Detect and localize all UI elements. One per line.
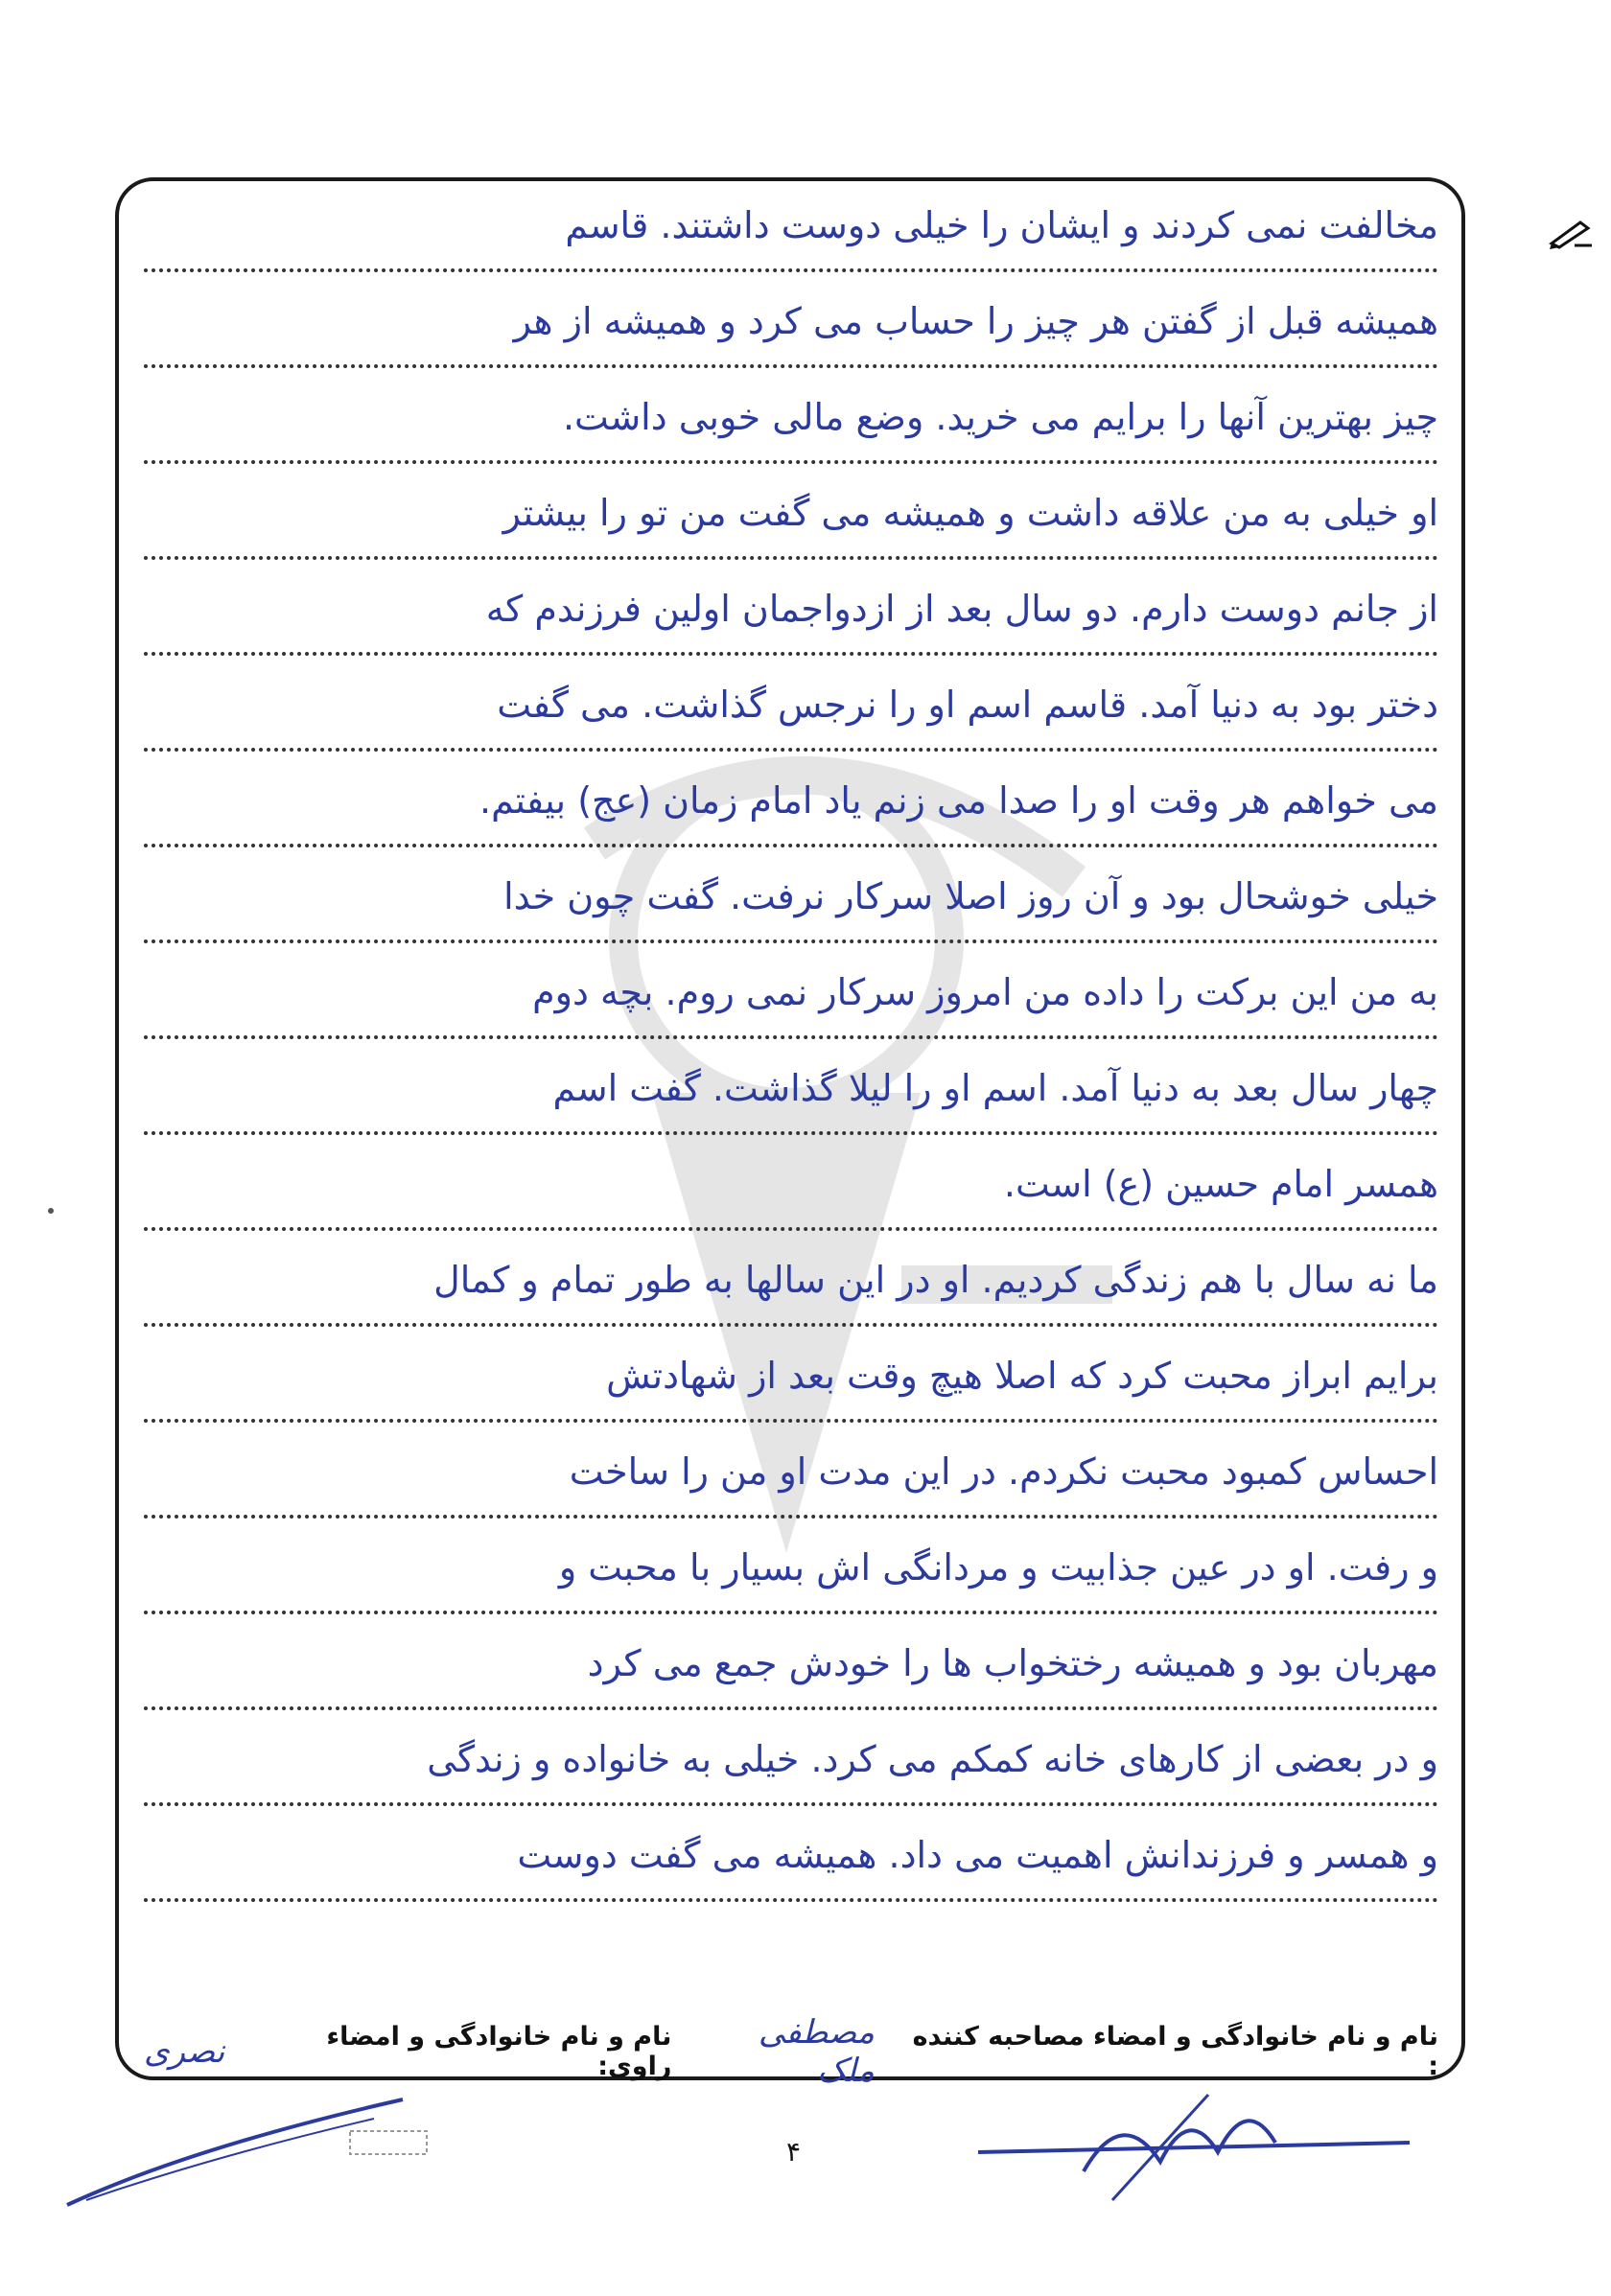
page-number: ۴ xyxy=(786,2136,802,2168)
text-line: همسر امام حسین (ع) است. xyxy=(144,1150,1438,1231)
text-line: و همسر و فرزندانش اهمیت می داد. همیشه می گفت دوست xyxy=(144,1821,1438,1902)
text-line: مخالفت نمی کردند و ایشان را خیلی دوست داشتند. قاسم xyxy=(144,192,1438,272)
interviewer-label: نام و نام خانوادگی و امضاء مصاحبه کننده : xyxy=(912,2022,1438,2081)
text-line: می خواهم هر وقت او را صدا می زنم یاد امام زمان (عج) بیفتم. xyxy=(144,767,1438,847)
text-line: احساس کمبود محبت نکردم. در این مدت او من را ساخت xyxy=(144,1438,1438,1519)
text-line: دختر بود به دنیا آمد. قاسم اسم او را نرجس گذاشت. می گفت xyxy=(144,671,1438,752)
text-line: به من این برکت را داده من امروز سرکار نمی روم. بچه دوم xyxy=(144,959,1438,1039)
text-line: برایم ابراز محبت کرد که اصلا هیچ وقت بعد از شهادتش xyxy=(144,1342,1438,1423)
text-line: او خیلی به من علاقه داشت و همیشه می گفت من تو را بیشتر xyxy=(144,479,1438,560)
signature-footer xyxy=(144,2013,1438,2090)
text-line: چیز بهترین آنها را برایم می خرید. وضع مالی خوبی داشت. xyxy=(144,383,1438,464)
text-line: و در بعضی از کارهای خانه کمکم می کرد. خیلی به خانواده و زندگی xyxy=(144,1726,1438,1806)
narrator-label: نام و نام خانوادگی و امضاء راوی: xyxy=(326,2022,672,2081)
text-line: ما نه سال با هم زندگی کردیم. او در این سالها به طور تمام و کمال xyxy=(144,1246,1438,1327)
text-line: و رفت. او در عین جذابیت و مردانگی اش بسیار با محبت و xyxy=(144,1534,1438,1614)
pen-icon xyxy=(1548,217,1594,249)
narrator-signature: نصری xyxy=(144,2032,225,2071)
stamp-icon xyxy=(345,2123,432,2162)
interviewer-signature: مصطفی ملک xyxy=(758,2013,876,2090)
text-line: چهار سال بعد به دنیا آمد. اسم او را لیلا گذاشت. گفت اسم xyxy=(144,1055,1438,1135)
text-line: همیشه قبل از گفتن هر چیز را حساب می کرد و همیشه از هر xyxy=(144,288,1438,368)
page-speck xyxy=(48,1208,54,1214)
text-line: از جانم دوست دارم. دو سال بعد از ازدواجمان اولین فرزندم که xyxy=(144,575,1438,656)
text-line: مهربان بود و همیشه رختخواب ها را خودش جمع می کرد xyxy=(144,1630,1438,1710)
text-line: خیلی خوشحال بود و آن روز اصلا سرکار نرفت. گفت چون خدا xyxy=(144,863,1438,943)
signature-scribble-right xyxy=(969,2085,1429,2210)
